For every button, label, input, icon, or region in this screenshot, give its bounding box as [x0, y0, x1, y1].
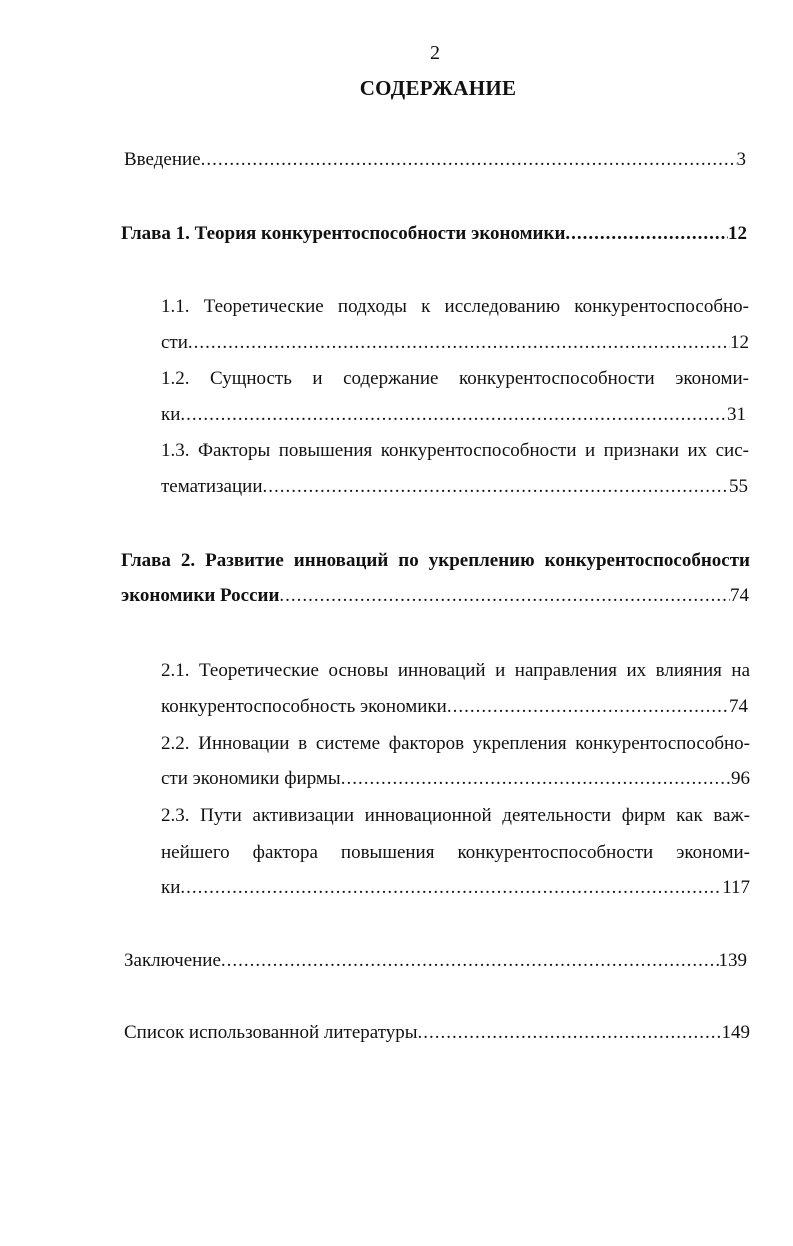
- toc-leader: [180, 402, 727, 428]
- toc-entry-1-2: [161, 402, 746, 428]
- page-title: СОДЕРЖАНИЕ: [359, 76, 517, 100]
- toc-leader: [418, 1020, 722, 1046]
- toc-label: ки: [161, 404, 181, 425]
- toc-entry-2-1: [161, 694, 748, 720]
- toc-page: 74: [729, 696, 748, 717]
- toc-entry-2-3: [161, 875, 750, 901]
- toc-leader: [565, 221, 728, 247]
- toc-label: конкурентоспособность экономики: [161, 696, 447, 717]
- toc-entry-1-3: [161, 474, 748, 500]
- toc-label: ки: [161, 877, 181, 898]
- toc-label: тематизации: [161, 476, 263, 497]
- toc-page: 139: [718, 950, 747, 971]
- toc-entry-1-3-line1: 1.3. Факторы повышения конкурентоспособности и признаки их сис-: [161, 440, 749, 461]
- toc-page: 96: [731, 768, 750, 789]
- toc-entry-2-3-line1: 2.3. Пути активизации инновационной деятельности фирм как важ-: [161, 805, 750, 826]
- toc-entry-conclusion: [124, 948, 747, 974]
- toc-entry-2-3-line2: нейшего фактора повышения конкурентоспособности экономи-: [161, 842, 750, 863]
- toc-entry-2-2: [161, 766, 750, 792]
- toc-page: 117: [722, 877, 750, 898]
- toc-page: 31: [727, 404, 746, 425]
- toc-entry-intro: [124, 147, 746, 173]
- toc-page: 12: [730, 332, 749, 353]
- toc-label: Глава 1. Теория конкурентоспособности экономики: [121, 223, 566, 244]
- toc-label: Заключение: [124, 950, 221, 971]
- toc-entry-1-2-line1: 1.2. Сущность и содержание конкурентоспособности экономи-: [161, 368, 749, 389]
- toc-entry-chapter-2-line1: Глава 2. Развитие инноваций по укреплению конкурентоспособности: [121, 550, 750, 571]
- page-number: 2: [430, 42, 440, 64]
- toc-entry-2-1-line1: 2.1. Теоретические основы инноваций и направления их влияния на: [161, 660, 750, 681]
- toc-leader: [188, 330, 730, 356]
- toc-label: экономики России: [121, 585, 280, 606]
- toc-leader: [263, 474, 730, 500]
- toc-entry-chapter-1: [121, 221, 747, 247]
- toc-label: сти: [161, 332, 188, 353]
- toc-leader: [279, 583, 730, 609]
- toc-label: Введение: [124, 149, 201, 170]
- toc-page: 55: [729, 476, 748, 497]
- toc-page: 3: [736, 149, 746, 170]
- toc-label: сти экономики фирмы: [161, 768, 341, 789]
- toc-entry-1-1-line1: 1.1. Теоретические подходы к исследованию конкурентоспособно-: [161, 296, 749, 317]
- toc-entry-1-1: [161, 330, 749, 356]
- toc-page: 12: [728, 223, 747, 244]
- toc-entry-references: [124, 1020, 750, 1046]
- toc-leader: [341, 766, 731, 792]
- toc-entry-chapter-2: [121, 583, 749, 609]
- toc-leader: [447, 694, 729, 720]
- toc-page: 149: [721, 1022, 750, 1043]
- toc-leader: [201, 147, 737, 173]
- toc-leader: [180, 875, 722, 901]
- toc-entry-2-2-line1: 2.2. Инновации в системе факторов укрепления конкурентоспособно-: [161, 733, 750, 754]
- toc-page: 74: [730, 585, 749, 606]
- toc-label: Список использованной литературы: [124, 1022, 418, 1043]
- toc-leader: [221, 948, 719, 974]
